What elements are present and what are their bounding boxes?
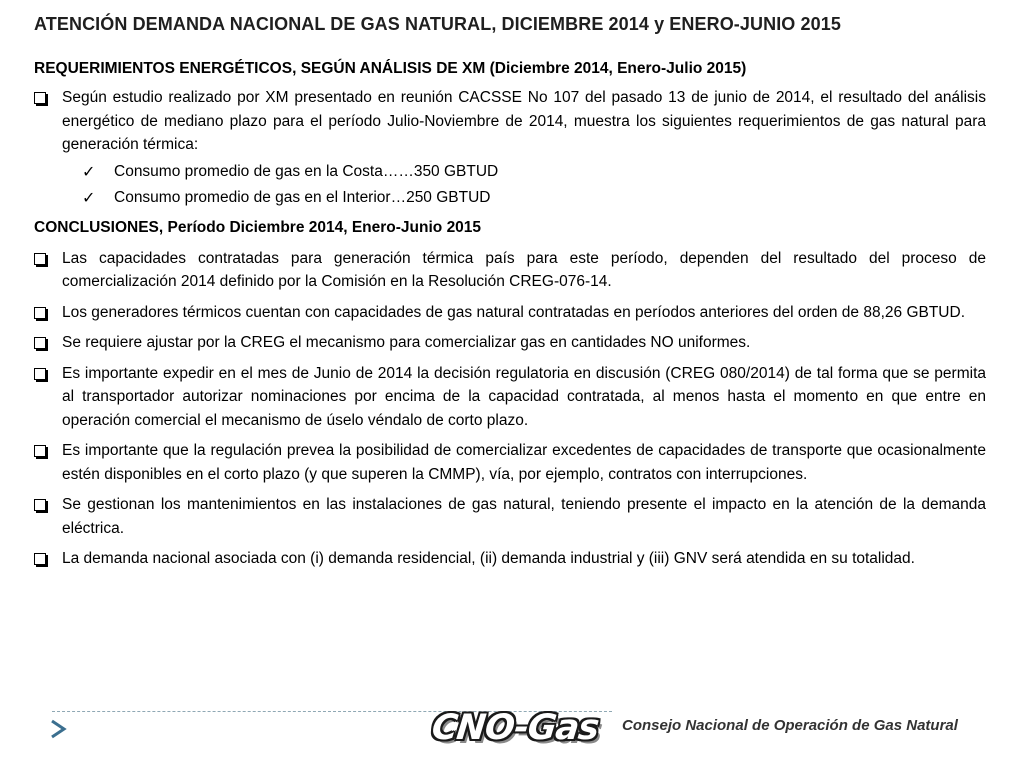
bullet-item	[34, 247, 986, 294]
bullet-item	[34, 362, 986, 433]
cno-gas-logo: CNO-Gas	[429, 708, 601, 748]
bullet-text: Las capacidades contratadas para generación térmica país para este período, dependen del resultado del proceso de comercialización 2014 definido por la Comisión en la Resolución CREG-076-14.	[62, 249, 986, 290]
bullet-item	[34, 331, 986, 355]
bullet-text: La demanda nacional asociada con (i) demanda residencial, (ii) demanda industrial y (iii) GNV será atendida en su totalidad.	[62, 550, 915, 567]
bullet-item	[34, 439, 986, 486]
checkbox-square-icon	[34, 337, 46, 349]
check-item	[34, 159, 986, 185]
check-item	[34, 185, 986, 211]
bullet-text: Es importante que la regulación prevea la posibilidad de comercializar excedentes de capacidades de transporte que ocasionalmente estén disponibles en el corto plazo (y que superen la CMMP), vía, por ejemplo, contratos con interrupciones.	[62, 442, 986, 483]
checkmark-icon: ✓	[82, 187, 96, 207]
section-heading-conclusiones: CONCLUSIONES, Período Diciembre 2014, Enero-Junio 2015	[34, 218, 482, 236]
checkbox-square-icon	[34, 307, 46, 319]
checkmark-icon: ✓	[82, 161, 96, 181]
checkbox-square-icon	[34, 92, 46, 104]
bullet-text: Los generadores térmicos cuentan con capacidades de gas natural contratadas en períodos anteriores del orden de 88,26 GBTUD.	[62, 303, 966, 321]
checkbox-square-icon	[34, 253, 46, 265]
arrow-right-icon[interactable]	[50, 719, 68, 739]
bullet-text: Según estudio realizado por XM presentado en reunión CACSSE No 107 del pasado 13 de junio de 2014, el resultado del análisis energético de mediano plazo para el período Julio-Noviembre de 2014, muestra los siguientes requerimientos de gas natural para generación térmica:	[62, 89, 986, 153]
slide-content	[34, 58, 986, 578]
bullet-text: Se requiere ajustar por la CREG el mecanismo para comercializar gas en cantidades NO uniformes.	[62, 334, 751, 351]
checkbox-square-icon	[34, 553, 46, 565]
bullet-text: Se gestionan los mantenimientos en las instalaciones de gas natural, teniendo presente el impacto en la atención de la demanda eléctrica.	[62, 496, 986, 537]
section-heading-requerimientos: REQUERIMIENTOS ENERGÉTICOS, SEGÚN ANÁLISIS DE XM (Diciembre 2014, Enero-Julio 2015)	[34, 60, 747, 77]
checkbox-square-icon	[34, 499, 46, 511]
bullet-text: Es importante expedir en el mes de Junio de 2014 la decisión regulatoria en discusión (CREG 080/2014) de tal forma que se permita al transportador autorizar nominaciones por encima de la capacidad contratada, al menos hasta el momento en que entre en operación comercial el mecanismo de úselo véndalo de corto plazo.	[62, 364, 986, 429]
check-text: Consumo promedio de gas en la Costa……350 GBTUD	[114, 162, 499, 180]
bullet-item	[34, 86, 986, 157]
checkbox-square-icon	[34, 445, 46, 457]
checkbox-square-icon	[34, 368, 46, 380]
check-text: Consumo promedio de gas en el Interior…250 GBTUD	[114, 188, 491, 206]
bullet-item	[34, 301, 986, 325]
page-title: ATENCIÓN DEMANDA NACIONAL DE GAS NATURAL, DICIEMBRE 2014 y ENERO-JUNIO 2015	[34, 14, 841, 34]
bullet-item	[34, 547, 986, 571]
bullet-item	[34, 493, 986, 540]
organization-name: Consejo Nacional de Operación de Gas Natural	[622, 717, 958, 734]
